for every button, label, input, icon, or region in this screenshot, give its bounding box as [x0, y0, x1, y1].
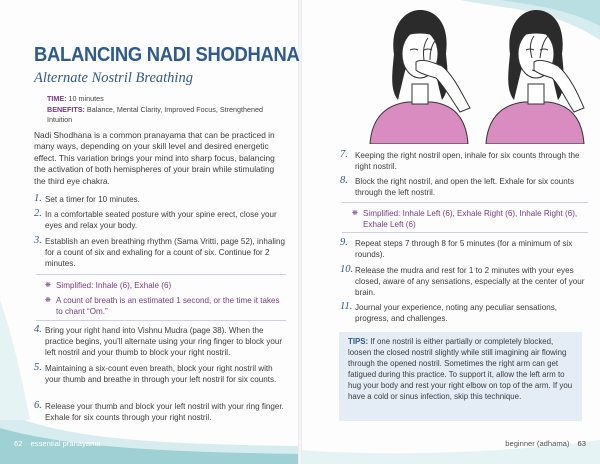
step-number: 4. — [34, 324, 42, 335]
page-subtitle: Alternate Nostril Breathing — [34, 70, 193, 86]
note-divider — [342, 232, 588, 233]
page-number: 62 — [14, 439, 23, 448]
meta-time-label: TIME: — [47, 94, 67, 103]
left-folio — [14, 439, 101, 448]
step-text: Repeat steps 7 through 8 for 5 minutes (for a minimum of six rounds). — [355, 239, 573, 260]
tips-text: If one nostril is either partially or completely blocked, loosen the closed nostril slightly while still imagining air flowing through the opened nostril. Sometimes the right arm can get fatigued during this practice. To support it, allow the left arm to hug your body and rest your right elbow on top of the arm. If you have a cold or sinus infection, skip this technique. — [348, 337, 573, 401]
note-divider — [36, 274, 286, 275]
tips-label: TIPS: — [348, 337, 369, 346]
note-text: Simplified: Inhale Left (6), Exhale Right (6), Inhale Right (6), Exhale Left (6) — [363, 209, 578, 230]
step-text: Journal your experience, noting any peculiar sensations, progress, and challenges. — [355, 303, 558, 324]
step-number: 7. — [340, 149, 348, 160]
page-title: BALANCING NADI SHODHANA — [34, 44, 300, 66]
step-text: Release your thumb and block your left nostril with your ring finger. Exhale for six counts through your right nostril. — [45, 402, 284, 423]
flower-bullet-icon: ❋ — [45, 282, 51, 289]
figure-left — [370, 10, 470, 144]
note-text: A count of breath is an estimated 1 second, or the time it takes to chant “Om.” — [56, 296, 280, 317]
step-number: 1. — [34, 193, 42, 204]
step-text: Set a timer for 10 minutes. — [45, 195, 140, 204]
figure-right — [486, 10, 584, 144]
meta-benefits — [47, 105, 283, 126]
step-number: 10. — [340, 264, 354, 275]
intro-paragraph: Nadi Shodhana is a common pranayama that can be practiced in many ways, depending on your skill level and desired energetic effect. This variation brings your mind into sharp focus, balancing the activation of both hemispheres of your brain while stimulating the third eye chakra. — [34, 130, 275, 186]
step-number: 8. — [340, 175, 348, 186]
flower-bullet-icon: ❋ — [352, 210, 358, 217]
step-text: Maintaining a six-count even breath, block your right nostril with your thumb and breathe in through your left nostril for six counts. — [45, 364, 277, 385]
note-divider — [342, 202, 588, 203]
illustration-women-nostril-breathing — [350, 4, 586, 144]
right-folio — [505, 439, 586, 448]
step-text: Establish an even breathing rhythm (Sama Vritti, page 52), inhaling for a count of six and exhaling for a count of six. Continue for 2 minutes. — [45, 237, 285, 269]
meta-benefits-label: BENEFITS: — [47, 104, 85, 114]
meta-benefits-value: Balance, Mental Clarity, Improved Focus, Strengthened Intuition — [47, 104, 263, 124]
flower-bullet-icon: ❋ — [45, 297, 51, 304]
step-text: Release the mudra and rest for 1 to 2 minutes with your eyes closed, aware of any sensations, especially at the center of your brain. — [355, 266, 585, 298]
step-text: Keeping the right nostril open, inhale for six counts through the right nostril. — [355, 151, 580, 172]
page-number: 63 — [577, 439, 586, 448]
note-text: Simplified: Inhale (6), Exhale (6) — [56, 281, 172, 290]
step-text: Block the right nostril, and open the left. Exhale for six counts through the left nostril. — [355, 177, 575, 198]
note-divider — [36, 320, 286, 321]
meta-time-value: 10 minutes — [66, 94, 104, 103]
running-head: beginner (adhama) — [505, 439, 570, 448]
step-number: 2. — [34, 208, 42, 219]
running-head: essential pranayama — [30, 439, 101, 448]
step-number: 3. — [34, 235, 42, 246]
meta-time — [47, 94, 283, 105]
step-text: Bring your right hand into Vishnu Mudra (page 38). When the practice begins, you’ll alternate using your ring finger to block your left nostril and your thumb to block your right nostril. — [45, 326, 283, 358]
step-number: 6. — [34, 400, 42, 411]
step-number: 9. — [340, 237, 348, 248]
tips-box — [339, 332, 582, 421]
step-number: 5. — [34, 362, 42, 373]
practice-meta — [47, 94, 283, 126]
step-text: In a comfortable seated posture with your spine erect, close your eyes and relax your body. — [45, 210, 277, 231]
step-number: 11. — [340, 301, 353, 312]
